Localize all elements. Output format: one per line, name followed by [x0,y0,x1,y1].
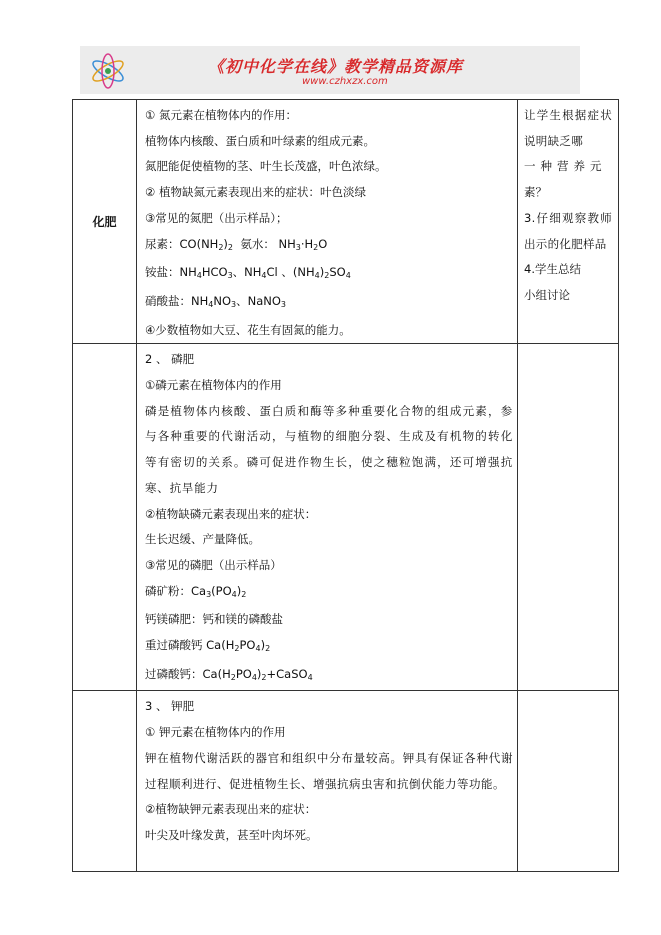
potassium-line: ① 钾元素在植物体内的作用 [145,725,286,740]
note-line: 让学生根据症状说明缺乏哪 [524,108,612,148]
phosphorus-line: 钙镁磷肥：钙和镁的磷酸盐 [145,612,283,627]
atom-logo-icon [88,51,128,91]
nitrogen-line: ② 植物缺氮元素表现出来的症状：叶色淡绿 [145,185,366,200]
phosphorus-line: 生长迟缓、产量降低。 [145,532,260,547]
note-line: 4.学生总结 [524,262,581,277]
rock-phosphate-line: 磷矿粉：$Ca_3(PO_4)_2$ [145,583,247,599]
note-line: 小组讨论 [524,287,570,302]
section-label-cell [73,100,137,344]
header-url: www.czhxzx.com [302,76,388,87]
nitrogen-line: 植物体内核酸、蛋白质和叶绿素的组成元素。 [145,133,375,148]
potassium-line: ②植物缺钾元素表现出来的症状： [145,802,317,817]
empty-label-cell [73,691,137,872]
lesson-table [72,99,619,872]
potassium-cell [137,691,518,872]
section-label: 化肥 [92,215,117,230]
phosphorus-line: ①磷元素在植物体内的作用 [145,378,282,393]
nitrogen-line: ③常见的氮肥（出示样品）； [145,210,288,225]
header-title: 《初中化学在线》教学精品资源库 [208,57,464,76]
empty-notes-cell [518,344,619,691]
ammonium-line: 铵盐：$NH_4HCO_3$、$NH_4Cl$ 、$(NH_4)_2SO_4$ [145,265,351,281]
phosphorus-line: ②植物缺磷元素表现出来的症状： [145,506,317,521]
note-line: 一种营养元 [524,159,607,174]
table-row [73,100,619,344]
superphosphate-line: 过磷酸钙：$Ca(H_2PO_4)_2+CaSO_4$ [145,666,313,682]
table-row [73,691,619,872]
phosphorus-line: ③常见的磷肥（出示样品） [145,557,282,572]
empty-notes-cell [518,691,619,872]
nitrogen-cell [137,100,518,344]
empty-label-cell [73,344,137,691]
urea-ammonia-line: 尿素：$CO(NH_2)_2$ 氨水： $NH_3\cdot H_2O$ [145,236,328,252]
note-line: 素？ [524,185,547,200]
phosphorus-paragraph: 磷是植物体内核酸、蛋白质和酶等多种重要化合物的组成元素，参与各种重要的代谢活动，与植物的细胞分裂、生成及有机物的转化等有密切的关系。磷可促进作物生长，使之穗粒饱满，还可增强抗寒、抗旱能力 [145,403,513,495]
potassium-line: 3 、 钾肥 [145,699,195,714]
nitrogen-line: ④少数植物如大豆、花生有固氮的能力。 [145,322,351,337]
note-line: 3.仔细观察教师出示的化肥样品 [524,210,612,251]
potassium-line: 叶尖及叶缘发黄，甚至叶肉坏死。 [145,827,318,842]
phosphorus-line: 2 、 磷肥 [145,352,195,367]
triple-superphosphate-line: 重过磷酸钙 $Ca(H_2PO_4)_2$ [145,638,271,654]
nitrate-line: 硝酸盐：$NH_4NO_3$、NaNO$_3$ [145,293,286,309]
header-banner [80,46,580,94]
notes-cell [518,100,619,344]
table-row [73,344,619,691]
nitrogen-line: 氮肥能促使植物的茎、叶生长茂盛，叶色浓绿。 [145,159,387,174]
potassium-paragraph: 钾在植物代谢活跃的器官和组织中分布量较高。钾具有保证各种代谢过程顺利进行、促进植物生长、增强抗病虫害和抗倒伏能力等功能。 [145,750,513,791]
phosphorus-cell [137,344,518,691]
nitrogen-line: ① 氮元素在植物体内的作用： [145,108,297,122]
